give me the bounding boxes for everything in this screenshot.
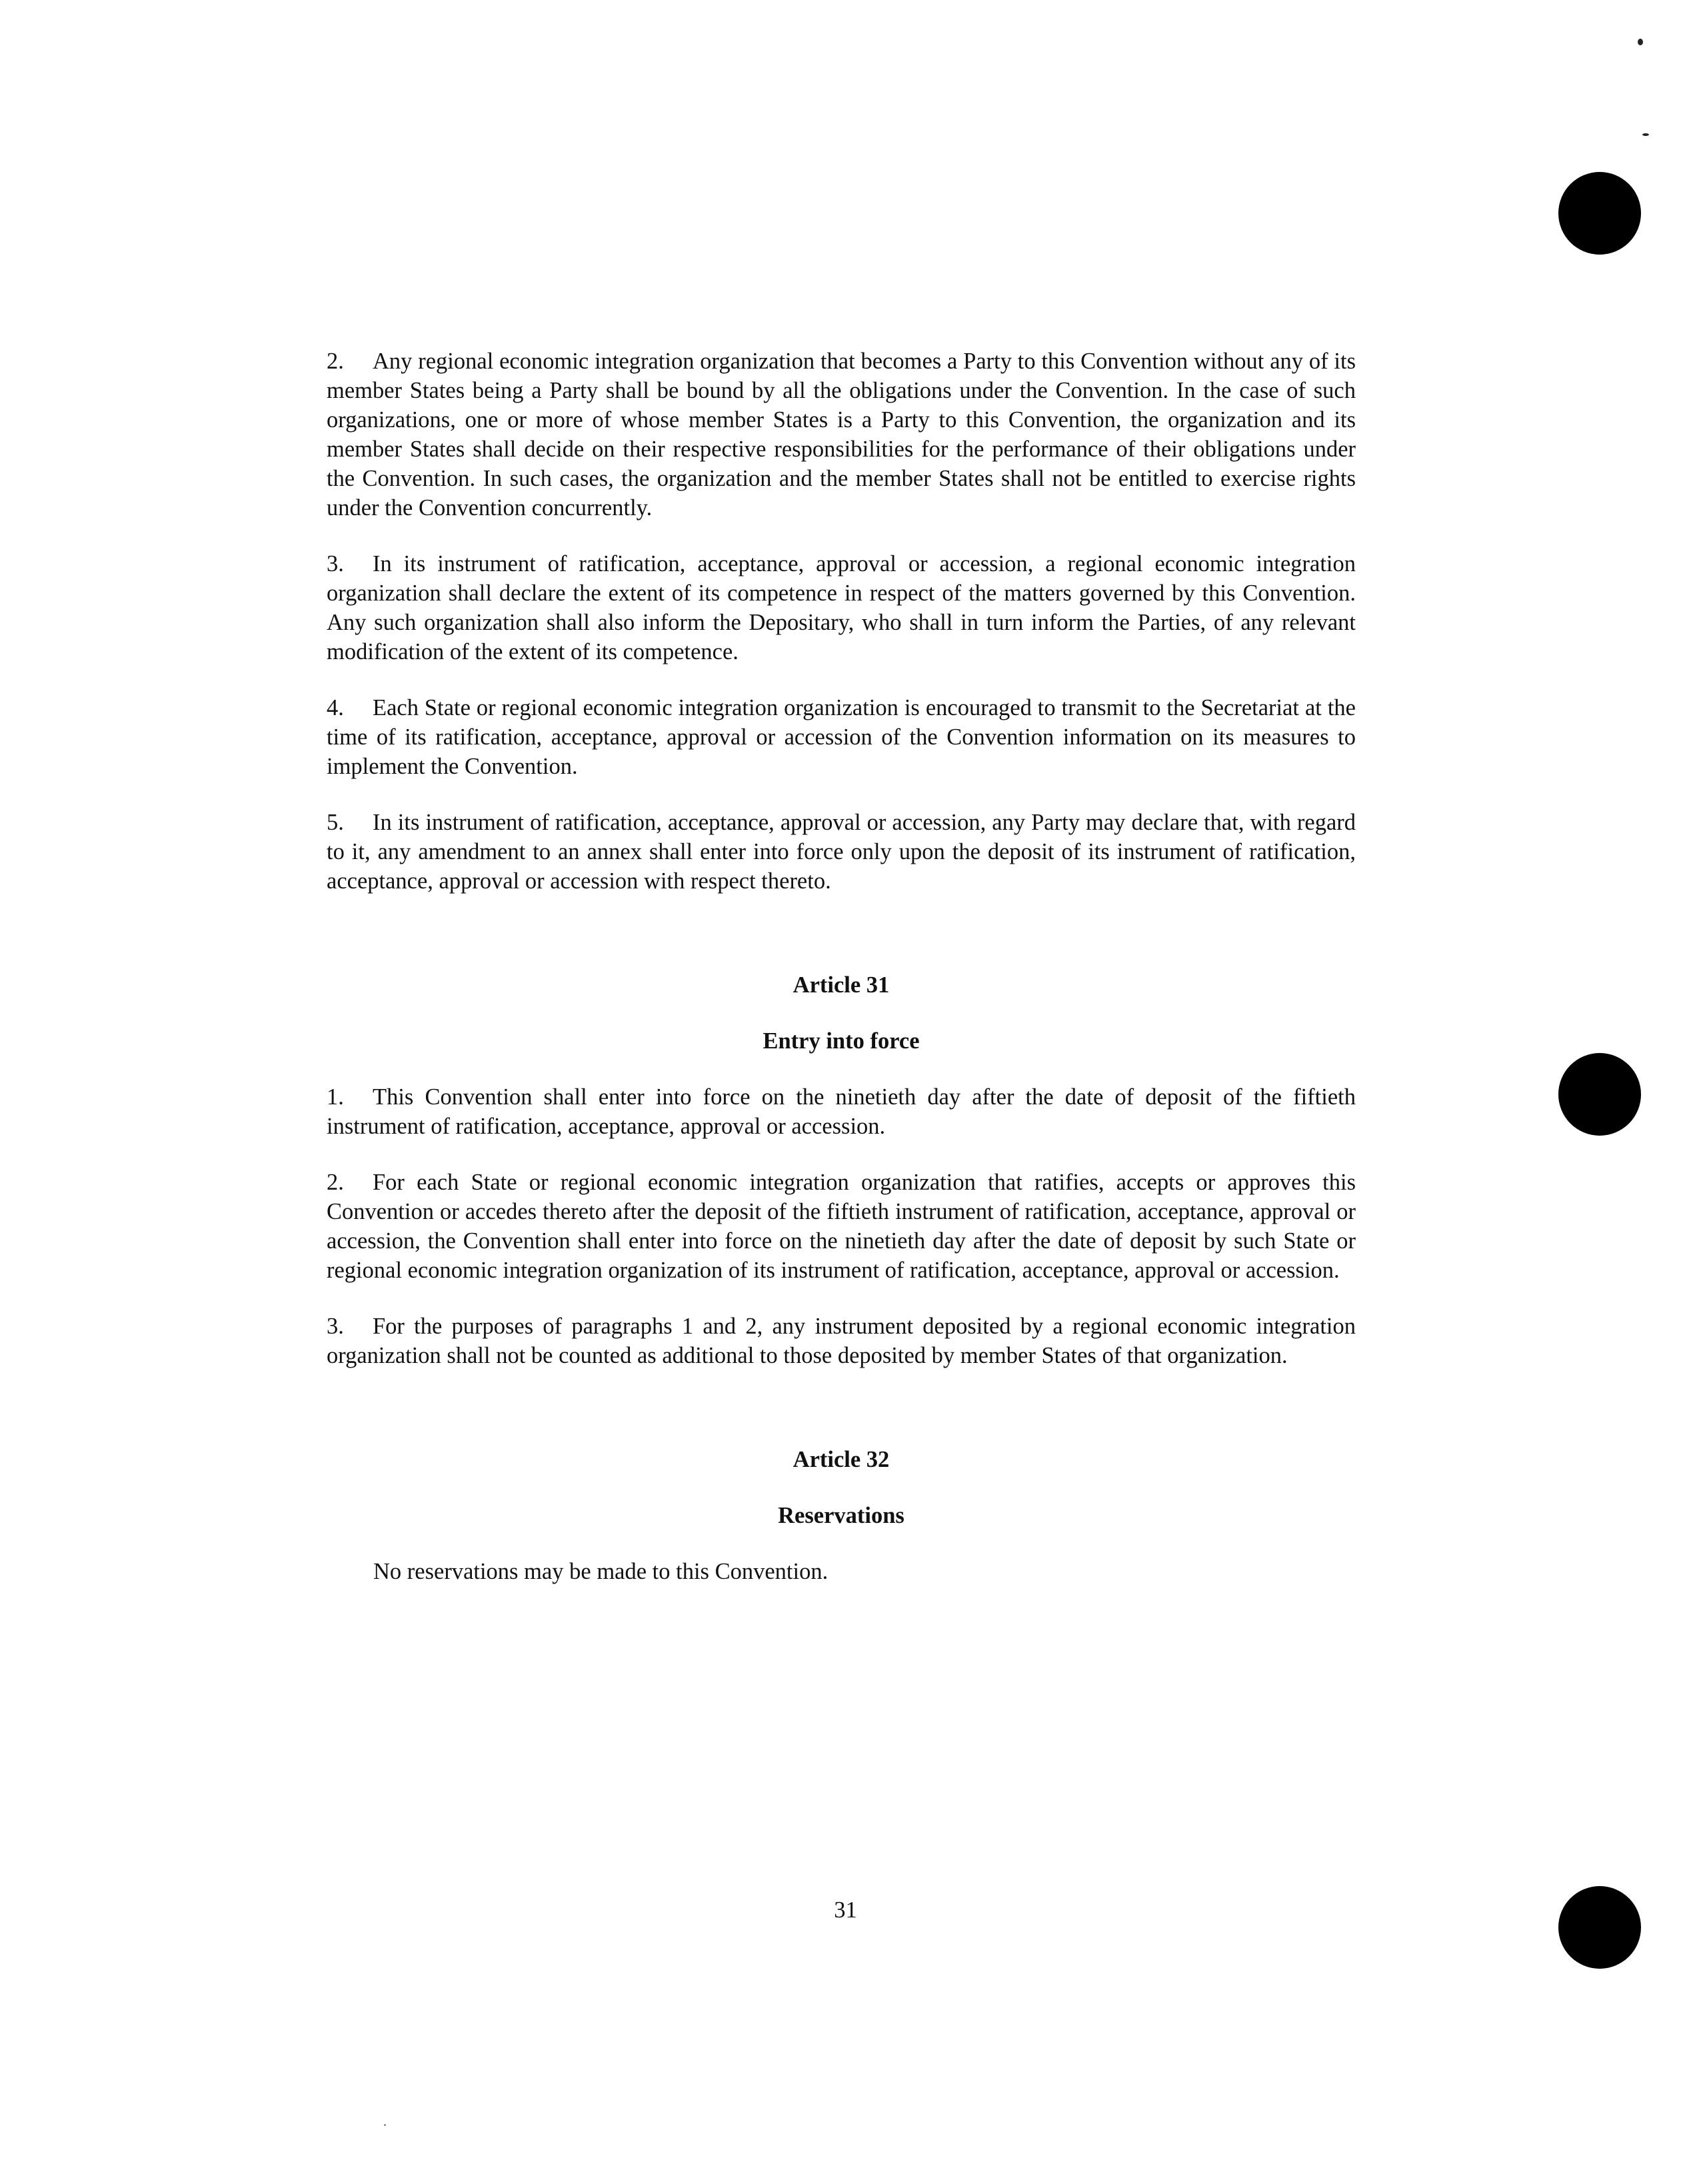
paragraph-text: For each State or regional economic integration organization that ratifies, accepts or approves this Convention or accedes thereto after the deposit of the fiftieth instrument of ratification, acceptance, approval or accession, the Convention shall enter into force on the ninetieth day after the date of deposit by such State or regional economic integration organization of its instrument of ratification, acceptance, approval or accession. [327,1170,1356,1283]
page-number: 31 [834,1897,857,1923]
paragraph-number: 3. [327,551,344,576]
article-32-text: No reservations may be made to this Convention. [373,1559,829,1584]
article-32-title: Reservations [778,1503,904,1528]
paragraph-number: 4. [327,695,344,720]
article-31-title: Entry into force [763,1028,920,1054]
paragraph-number: 5. [327,810,344,835]
paragraph-text: Any regional economic integration organization that becomes a Party to this Convention without any of its member States being a Party shall be bound by all the obligations under the Convention. In the case of such organizations, one or more of whose member States is a Party to this Convention, the organization and its member States shall decide on their respective responsibilities for the performance of their obligations under the Convention. In such cases, the organization and the member States shall not be entitled to exercise rights under the Convention concurrently. [327,349,1356,521]
document-body [327,347,1356,1586]
paragraph-text: Each State or regional economic integration organization is encouraged to transmit to the Secretariat at the time of its ratification, acceptance, approval or accession of the Convention information on its measures to implement the Convention. [327,695,1356,779]
scan-speck [1638,39,1643,45]
paragraph-number: 2. [327,349,344,374]
paragraph-number: 1. [327,1084,344,1110]
paragraph [327,1082,1356,1141]
paragraph-text: This Convention shall enter into force on the ninetieth day after the date of deposit of the fiftieth instrument of ratification, acceptance, approval or accession. [327,1084,1356,1139]
paragraph [327,549,1356,666]
paragraph-text: For the purposes of paragraphs 1 and 2, any instrument deposited by a regional economic integration organization shall not be counted as additional to those deposited by member States of that organization. [327,1314,1356,1368]
paragraph [327,1312,1356,1370]
paragraph [327,693,1356,781]
scan-speck [384,2124,386,2126]
scan-speck [1642,133,1649,136]
paragraph-number: 2. [327,1170,344,1195]
paragraph-text: In its instrument of ratification, acceptance, approval or accession, a regional economic integration organization shall declare the extent of its competence in respect of the matters governed by this Convention. Any such organization shall also inform the Depositary, who shall in turn inform the Parties, of any relevant modification of the extent of its competence. [327,551,1356,664]
paragraph-number: 3. [327,1314,344,1339]
punch-hole-icon [1558,1053,1641,1136]
paragraph [327,347,1356,523]
punch-hole-icon [1558,172,1641,255]
paragraph-text: In its instrument of ratification, acceptance, approval or accession, any Party may declare that, with regard to it, any amendment to an annex shall enter into force only upon the deposit of its instrument of ratification, acceptance, approval or accession with respect thereto. [327,810,1356,894]
paragraph [327,808,1356,896]
paragraph [327,1168,1356,1285]
article-32-number: Article 32 [793,1447,890,1472]
article-31-number: Article 31 [793,972,890,998]
